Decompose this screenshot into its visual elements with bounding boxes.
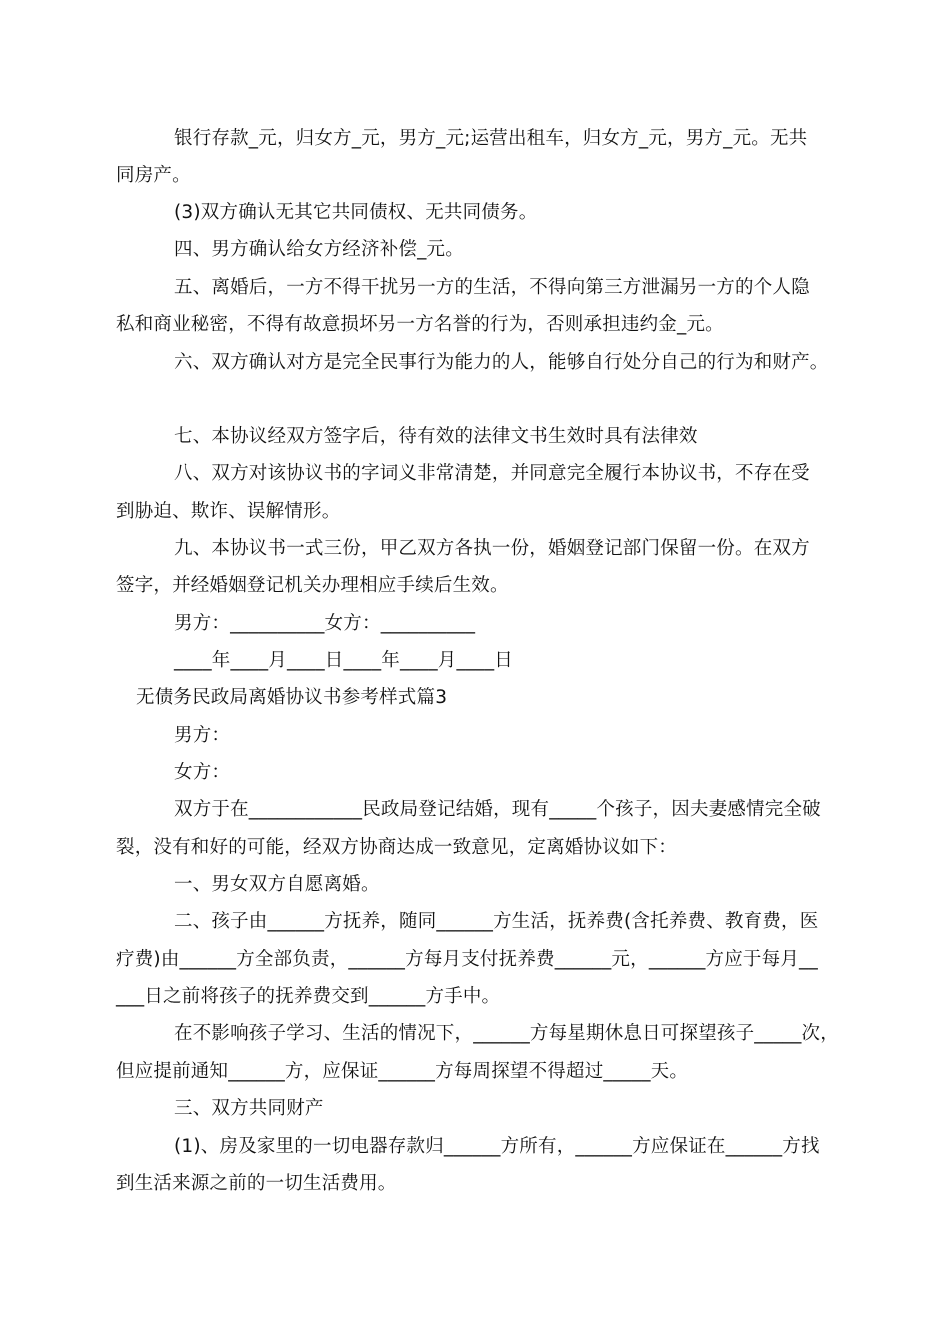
section-title: 无债务民政局离婚协议书参考样式篇3 — [136, 687, 448, 708]
paragraph-line: 一、男女双方自愿离婚。 — [174, 874, 380, 895]
party-line-female: 女方： — [174, 762, 231, 783]
paragraph-line: 银行存款_元，归女方_元，男方_元;运营出租车，归女方_元，男方_元。无共 — [174, 128, 808, 149]
paragraph-line: 裂，没有和好的可能，经双方协商达成一致意见，定离婚协议如下： — [116, 837, 678, 858]
paragraph-line: (1)、房及家里的一切电器存款归______方所有，______方应保证在______方找 — [174, 1136, 820, 1157]
paragraph-line: ___日之前将孩子的抚养费交到______方手中。 — [116, 986, 501, 1007]
paragraph-line: 在不影响孩子学习、生活的情况下，______方每星期休息日可探望孩子_____次， — [174, 1023, 839, 1044]
paragraph-line: 双方于在____________民政局登记结婚，现有_____个孩子，因夫妻感情完全破 — [174, 799, 821, 820]
paragraph-line: 六、双方确认对方是完全民事行为能力的人，能够自行处分自己的行为和财产。 — [174, 352, 829, 373]
date-line: ____年____月____日____年____月____日 — [174, 650, 514, 671]
paragraph-line: 九、本协议书一式三份，甲乙双方各执一份，婚姻登记部门保留一份。在双方 — [174, 538, 810, 559]
paragraph-line: 签字，并经婚姻登记机关办理相应手续后生效。 — [116, 575, 509, 596]
paragraph-line: 二、孩子由______方抚养，随同______方生活，抚养费(含托养费、教育费，医 — [174, 911, 819, 932]
paragraph-line: 到胁迫、欺诈、误解情形。 — [116, 501, 341, 522]
paragraph-line: 三、双方共同财产 — [174, 1098, 324, 1119]
paragraph-line: 五、离婚后，一方不得干扰另一方的生活，不得向第三方泄漏另一方的个人隐 — [174, 277, 810, 298]
signature-line: 男方：__________女方：__________ — [174, 613, 476, 634]
paragraph-line: 疗费)由______方全部负责，______方每月支付抚养费______元，______方应于每月__ — [116, 949, 818, 970]
paragraph-line: 四、男方确认给女方经济补偿_元。 — [174, 239, 464, 260]
party-line-male: 男方： — [174, 725, 231, 746]
paragraph-line: (3)双方确认无其它共同债权、无共同债务。 — [174, 202, 538, 223]
paragraph-line: 到生活来源之前的一切生活费用。 — [116, 1173, 397, 1194]
paragraph-line: 七、本协议经双方签字后，待有效的法律文书生效时具有法律效 — [174, 426, 698, 447]
paragraph-line: 私和商业秘密，不得有故意损坏另一方名誉的行为，否则承担违约金_元。 — [116, 314, 724, 335]
paragraph-line: 八、双方对该协议书的字词义非常清楚，并同意完全履行本协议书，不存在受 — [174, 463, 810, 484]
paragraph-line: 但应提前通知______方，应保证______方每周探望不得超过_____天。 — [116, 1061, 689, 1082]
paragraph-line: 同房产。 — [116, 165, 191, 186]
